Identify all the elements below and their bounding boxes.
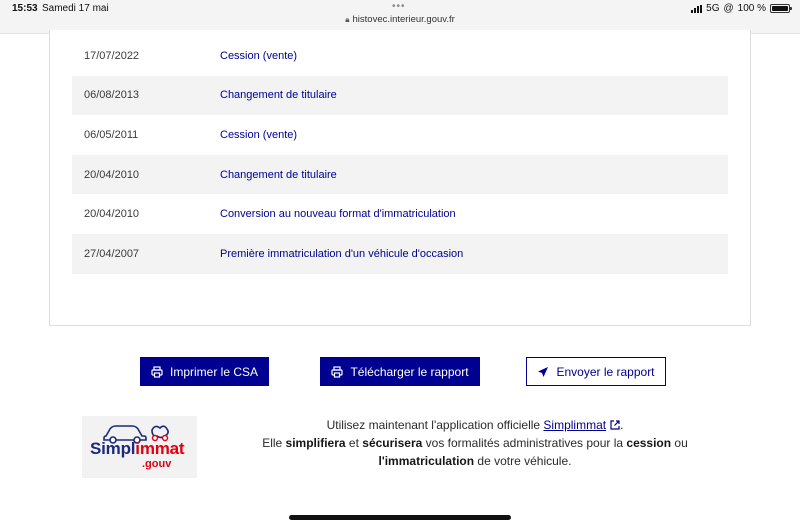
row-date: 17/07/2022: [84, 49, 140, 62]
signal-icon: [691, 5, 702, 13]
orientation-lock-icon: @: [723, 3, 734, 14]
battery-label: 100 %: [737, 3, 766, 14]
table-row: [72, 36, 728, 76]
send-icon: [537, 366, 549, 378]
promo-text: Elle: [262, 436, 286, 450]
promo-text: .: [620, 418, 624, 432]
download-report-button[interactable]: [320, 357, 480, 386]
external-link-icon: [610, 420, 620, 430]
logo-suffix: .gouv: [142, 458, 172, 470]
row-date: 20/04/2010: [84, 208, 140, 221]
row-event: Changement de titulaire: [220, 89, 337, 102]
row-event: Cession (vente): [220, 128, 298, 141]
simplimmat-logo: [82, 416, 197, 478]
table-row: [72, 234, 728, 274]
send-report-label: Envoyer le rapport: [556, 364, 655, 379]
download-report-label: Télécharger le rapport: [350, 364, 469, 379]
promo-text: de votre véhicule.: [474, 454, 572, 468]
promo-text: ou: [671, 436, 688, 450]
row-event: Conversion au nouveau format d'immatriculation: [220, 208, 456, 221]
history-card: [49, 30, 751, 326]
table-row: [72, 76, 728, 116]
battery-icon: [770, 4, 790, 13]
lock-icon: 🔒︎: [345, 15, 350, 24]
promo-emphasis: simplifiera: [285, 436, 346, 450]
row-event: Première immatriculation d'un véhicule d'occasion: [220, 247, 464, 260]
print-csa-button[interactable]: [140, 357, 269, 386]
table-row: [72, 194, 728, 234]
status-date: Samedi 17 mai: [42, 3, 109, 14]
simplimmat-promo: [240, 416, 710, 470]
print-csa-label: Imprimer le CSA: [169, 364, 258, 379]
row-event: Cession (vente): [220, 49, 298, 62]
printer-icon: [331, 366, 343, 378]
row-date: 20/04/2010: [84, 168, 140, 181]
printer-icon: [151, 366, 163, 378]
row-date: 06/05/2011: [84, 128, 139, 141]
promo-text: Utilisez maintenant l'application officielle: [326, 418, 544, 432]
promo-text: vos formalités administratives pour la: [422, 436, 627, 450]
more-dots-icon[interactable]: •••: [392, 1, 406, 12]
home-indicator[interactable]: [289, 515, 511, 520]
row-date: 27/04/2007: [84, 247, 140, 260]
table-row: [72, 115, 728, 155]
address-bar[interactable]: [0, 14, 800, 25]
history-table: [72, 36, 728, 274]
status-bar: [0, 0, 800, 34]
table-row: [72, 155, 728, 195]
promo-text: et: [345, 436, 363, 450]
promo-emphasis: sécurisera: [362, 436, 423, 450]
promo-emphasis: cession: [626, 436, 672, 450]
status-time: 15:53: [12, 3, 38, 14]
row-event: Changement de titulaire: [220, 168, 337, 181]
simplimmat-link[interactable]: Simplimmat: [543, 418, 620, 432]
row-date: 06/08/2013: [84, 89, 140, 102]
network-label: 5G: [706, 3, 720, 14]
logo-wordmark: Simplimmat: [90, 439, 185, 458]
promo-emphasis: l'immatriculation: [378, 454, 475, 468]
status-indicators: [691, 3, 790, 14]
address-url: histovec.interieur.gouv.fr: [352, 14, 455, 25]
send-report-button[interactable]: [526, 357, 666, 386]
